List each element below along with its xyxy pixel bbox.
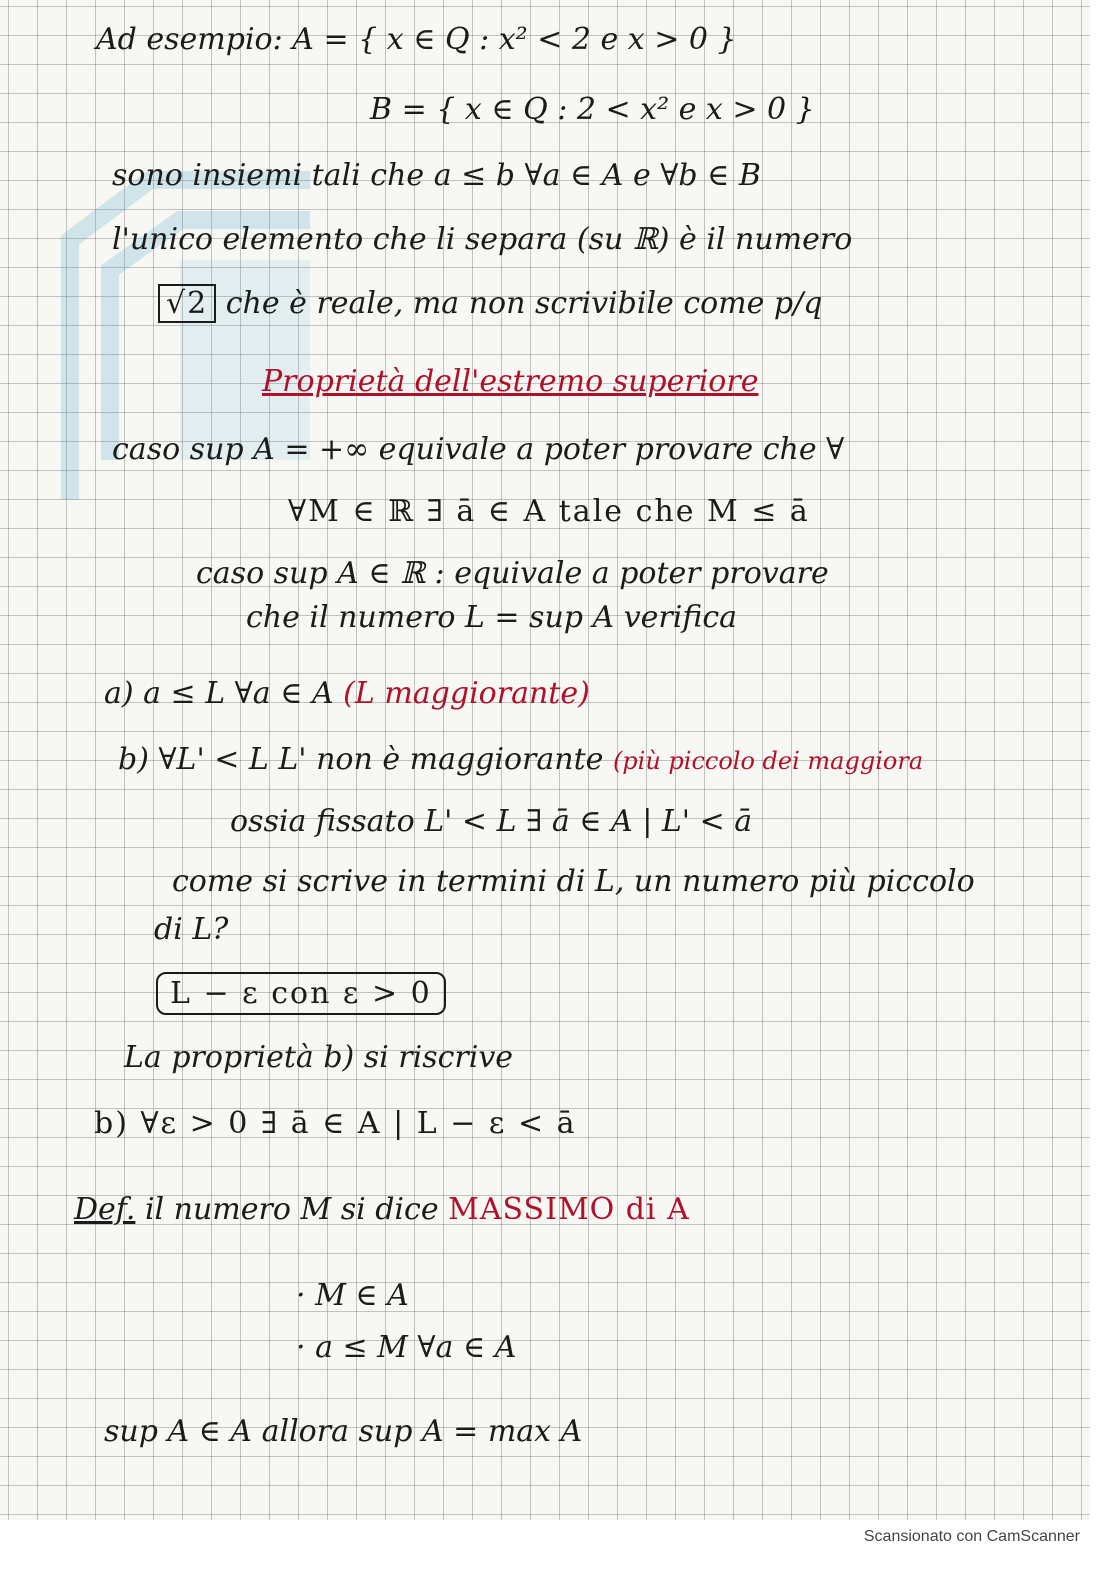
- note-line-4: l'unico elemento che li separa (su ℝ) è il numero: [112, 222, 853, 257]
- property-a-text: a) a ≤ L ∀a ∈ A: [104, 676, 334, 711]
- note-line-14: di L?: [154, 912, 229, 947]
- scanner-watermark-label: Scansionato con CamScanner: [863, 1528, 1080, 1545]
- definition-bullet-2: · a ≤ M ∀a ∈ A: [296, 1330, 517, 1365]
- example-set-b: B = { x ∈ Q : 2 < x² e x > 0 }: [370, 92, 815, 127]
- sup-max-line: sup A ∈ A allora sup A = max A: [104, 1414, 583, 1449]
- definition-line: [74, 1192, 690, 1228]
- section-heading-text: Proprietà dell'estremo superiore: [262, 364, 759, 399]
- property-b-text: b) ∀L' < L L' non è maggiorante: [118, 742, 604, 777]
- property-b-note: (più piccolo dei maggiora: [612, 747, 924, 775]
- sqrt2-box: √2: [158, 284, 216, 323]
- note-line-6: caso sup A = +∞ equivale a poter provare che ∀: [112, 432, 845, 467]
- note-line-7: ∀M ∈ ℝ ∃ ā ∈ A tale che M ≤ ā: [288, 494, 810, 529]
- note-line-16: La proprietà b) si riscrive: [124, 1040, 514, 1075]
- definition-term: MASSIMO di A: [448, 1192, 690, 1227]
- property-a-note: (L maggiorante): [343, 676, 590, 711]
- note-line-5-text: che è reale, ma non scrivibile come p/q: [225, 286, 823, 321]
- epsilon-box: L − ε con ε > 0: [156, 972, 446, 1015]
- note-line-3: sono insiemi tali che a ≤ b ∀a ∈ A e ∀b ∈ B: [112, 158, 761, 193]
- property-a: [104, 676, 590, 712]
- definition-label: Def.: [74, 1192, 136, 1227]
- note-line-9: che il numero L = sup A verifica: [246, 600, 738, 635]
- example-set-a: Ad esempio: A = { x ∈ Q : x² < 2 e x > 0 }: [96, 22, 737, 57]
- note-line-5: [158, 286, 822, 322]
- note-line-8: caso sup A ∈ ℝ : equivale a poter provare: [196, 556, 829, 591]
- note-line-13: come si scrive in termini di L, un numero più piccolo: [172, 864, 975, 899]
- definition-bullet-1: · M ∈ A: [296, 1278, 409, 1313]
- property-b: [118, 742, 923, 779]
- section-heading: [262, 364, 758, 400]
- note-line-12: ossia fissato L' < L ∃ ā ∈ A | L' < ā: [230, 804, 753, 839]
- definition-text: il numero M si dice: [144, 1192, 439, 1227]
- epsilon-box-line: [156, 976, 446, 1012]
- property-b-rewritten: b) ∀ε > 0 ∃ ā ∈ A | L − ε < ā: [94, 1106, 577, 1141]
